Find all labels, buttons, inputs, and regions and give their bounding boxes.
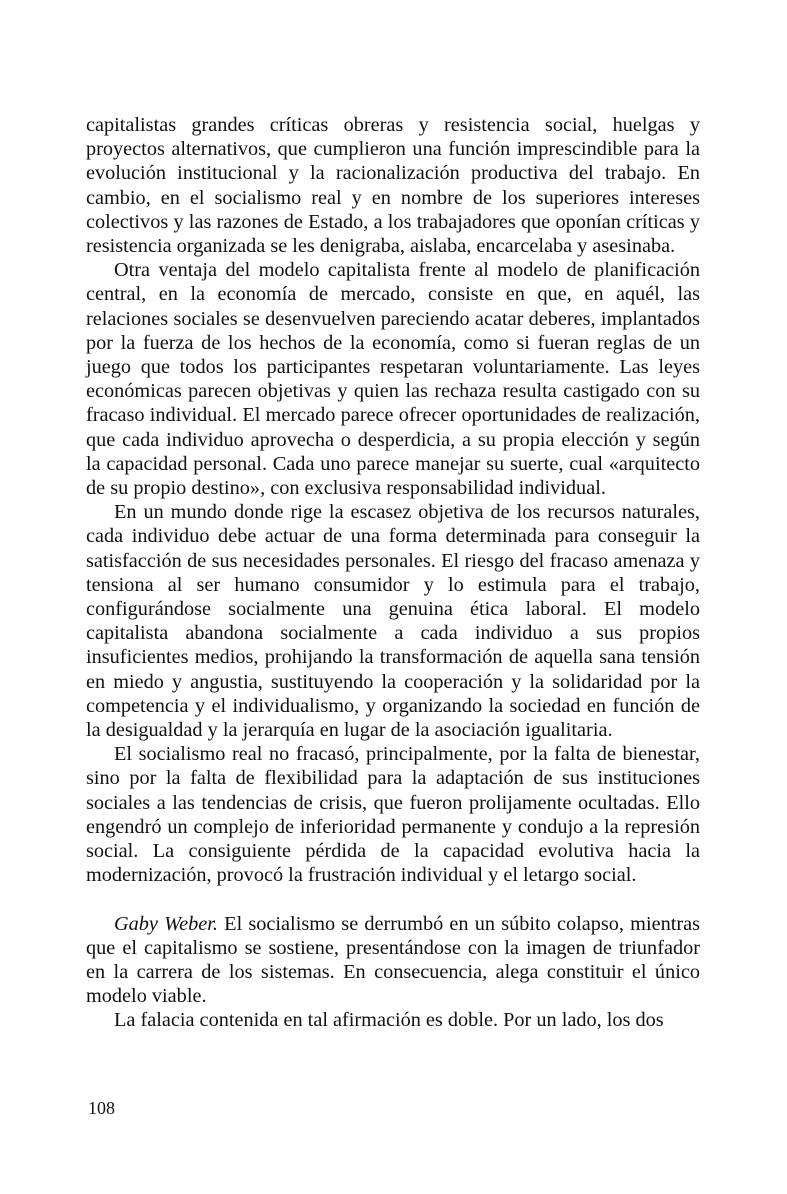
paragraph-3: En un mundo donde rige la escasez objetiva de los recursos naturales, cada individuo debe actuar de una forma determinada para conseguir la satisfacción de sus necesidades personales. El riesgo del fracaso amenaza y tensiona al ser humano consumidor y lo estimula para el trabajo, configurándose socialmente una genuina ética laboral. El modelo capitalista abandona socialmente a cada individuo a sus propios insuficientes medios, prohijando la transformación de aquella sana tensión en miedo y angustia, sustituyendo la cooperación y la solidaridad por la competencia y el individualismo, y organizando la sociedad en función de la desigualdad y la jerarquía en lugar de la asociación igualitaria. <box>86 501 700 742</box>
speaker-name: Gaby Weber. <box>114 912 218 935</box>
page-number: 108 <box>88 1098 115 1118</box>
speaker-paragraph <box>86 912 700 1009</box>
page-body <box>86 113 700 1033</box>
paragraph-4: El socialismo real no fracasó, principalmente, por la falta de bienestar, sino por la falta de flexibilidad para la adaptación de sus instituciones sociales a las tendencias de crisis, que fueron prolijamente ocultadas. Ello engendró un complejo de inferioridad permanente y condujo a la represión social. La consiguiente pérdida de la capacidad evolutiva hacia la modernización, provocó la frustración individual y el letargo social. <box>86 743 700 887</box>
paragraph-1: capitalistas grandes críticas obreras y resistencia social, huelgas y proyectos alternativos, que cumplieron una función imprescindible para la evolución institucional y la racionalización productiva del trabajo. En cambio, en el socialismo real y en nombre de los superiores intereses colectivos y las razones de Estado, a los trabajadores que oponían críticas y resistencia organizada se les denigraba, aislaba, encarcelaba y asesinaba. <box>86 114 700 258</box>
speaker-text: El socialismo se derrumbó en un súbito colapso, mientras que el capitalismo se sostiene, presentándose con la imagen de triunfador en la carrera de los sistemas. En consecuencia, alega constituir el único modelo viable. <box>86 912 700 1008</box>
paragraph-final: La falacia contenida en tal afirmación es doble. Por un lado, los dos <box>114 1009 664 1032</box>
paragraph-2: Otra ventaja del modelo capitalista frente al modelo de planificación central, en la economía de mercado, consiste en que, en aquél, las relaciones sociales se desenvuelven pareciendo acatar deberes, implantados por la fuerza de los hechos de la economía, como si fueran reglas de un juego que todos los participantes respetaran voluntariamente. Las leyes económicas parecen objetivas y quien las rechaza resulta castigado con su fracaso individual. El mercado parece ofrecer oportunidades de realización, que cada individuo aprovecha o desperdicia, a su propia elección y según la capacidad personal. Cada uno parece manejar su suerte, cual «arquitecto de su propio destino», con exclusiva responsabilidad individual. <box>86 259 700 500</box>
